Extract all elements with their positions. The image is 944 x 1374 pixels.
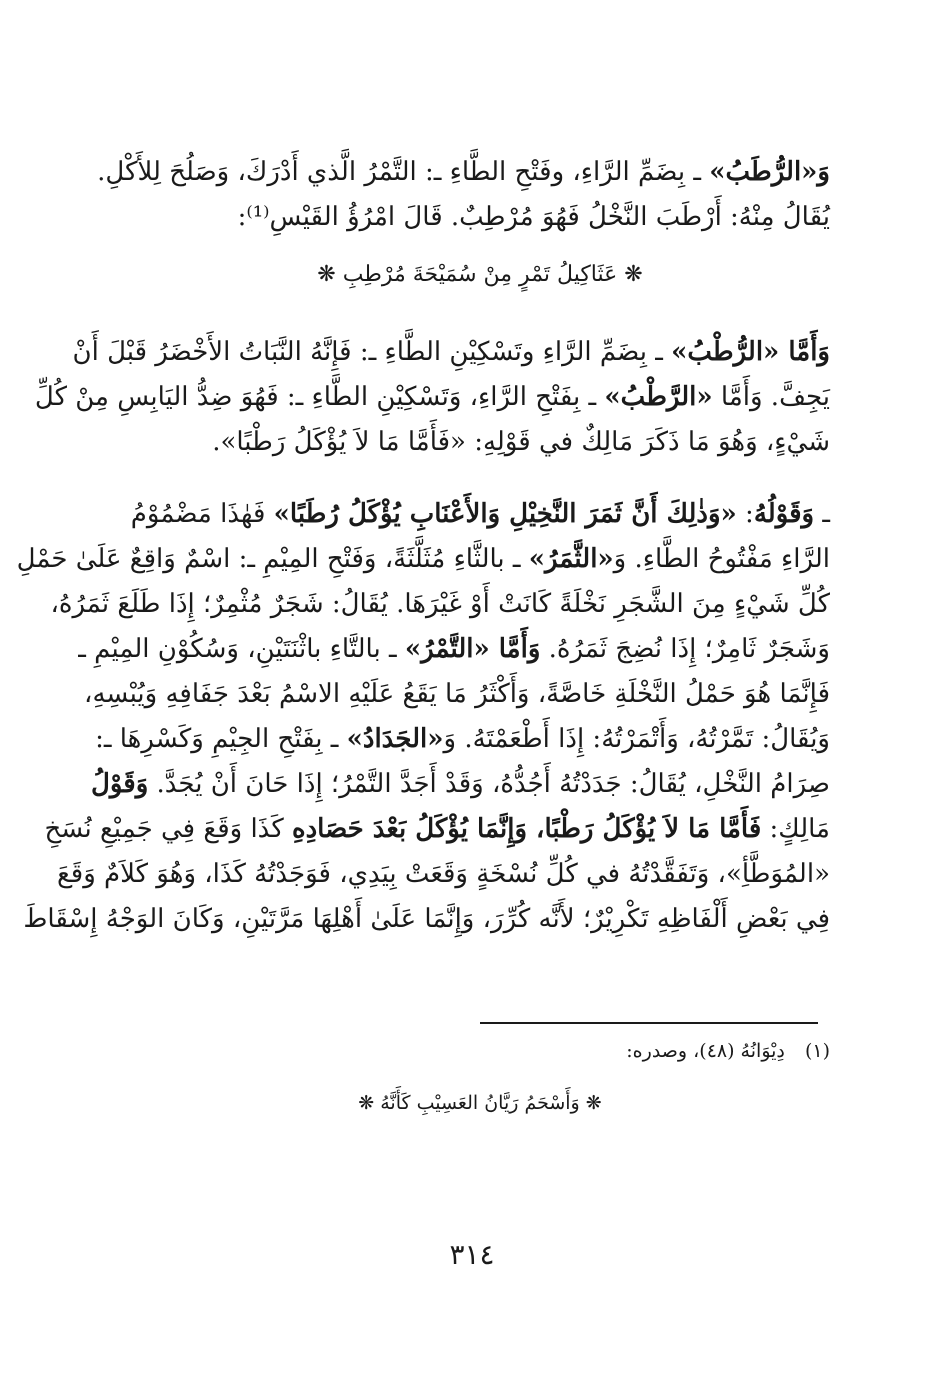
term-ruTb: وَأَمَّا «الرُّطْبُ»	[671, 337, 830, 367]
term-qawluhu: وَقَوْلُهُ	[753, 499, 815, 529]
line-text: ـ بِضَمِّ الرَّاءِ، وفَتْحِ الطَّاءِ ـ: التَّمْرُ الَّذي أَدْرَكَ، وَصَلُحَ لِلأَكْلِ.	[97, 157, 710, 187]
text-line	[95, 717, 830, 762]
text-line	[90, 762, 830, 807]
page-number: ٣١٤	[449, 1238, 495, 1271]
line-text: كَذَا وَقَعَ فِي جَمِيْعِ نُسَخِ	[44, 814, 292, 844]
line-text: ـ بِفَتْحِ الرَّاءِ، وَتَسْكِيْنِ الطَّاءِ ـ: فَهُوَ ضِدُّ اليَابِسِ مِنْ كُلِّ	[34, 382, 605, 412]
poetry-verse: ❋ عَثَاكِيلُ تَمْرٍ مِنْ سُمَيْحَةَ مُرْطِبِ ❋	[317, 262, 643, 287]
text-line	[34, 375, 830, 420]
quote-hadith: «وَذٰلِكَ أَنَّ ثَمَرَ النَّخِيْلِ وَالأَعْنَابِ يُؤْكَلُ رُطَبًا»	[273, 499, 737, 529]
line-text: ـ بالتَّاءِ باثْنَتَيْنِ، وَسُكُوْنِ المِيْمِ ـ	[78, 634, 405, 664]
footnote-number: (١)	[804, 1040, 830, 1062]
footnote-text: دِيْوَانُهُ (٤٨)، وصدره:	[626, 1040, 785, 1062]
footnote-divider	[480, 1022, 818, 1024]
text-line: كُلِّ شَيْءٍ مِنَ الشَّجَرِ نَخْلَةً كَانَتْ أَوْ غَيْرَهَا. يُقَالُ: شَجَرٌ مُثْمِرٌ؛ إِذَا طَلَعَ ثَمَرُهُ،	[50, 589, 830, 619]
line-text: وَيُقَالُ: تَمَّرْتُهُ، وَأَتْمَرْتُهُ: إِذَا أَطْعَمْتَهُ. وَ	[443, 724, 830, 754]
paragraph-thamar	[16, 492, 830, 942]
term-wa-qawl: وَقَوْلُ	[90, 769, 149, 799]
paragraph-ruTb	[34, 330, 830, 465]
text-line	[16, 537, 830, 582]
text-line: يُقَالُ مِنْهُ: أَرْطَبَ النَّخْلُ فَهُوَ مُرْطِبٌ. قَالَ امْرُؤُ القَيْسِ⁽¹⁾:	[237, 202, 830, 232]
text-line	[78, 627, 830, 672]
text-line: فِي بَعْضِ أَلْفَاظِهِ تَكْرِيْرٌ؛ لأَنَّه كُرِّرَ، وَإِنَّمَا عَلَىٰ أَهْلِهَا مَرَّتَيْنِ، وَكَانَ الوَجْهُ إِسْقَاطَ	[23, 904, 830, 934]
footnote-verse: ❋ وَأَسْحَمُ رَيَّانُ العَسِيْبِ كَأَنَّهُ ❋	[358, 1092, 602, 1114]
line-text: يَجِفَّ. وَأَمَّا	[712, 382, 830, 412]
text-line: شَيْءٍ، وَهُوَ مَا ذَكَرَ مَالِكٌ في قَوْلِهِ: «فَأَمَّا مَا لاَ يُؤْكَلُ رَطْبًا».	[212, 427, 830, 457]
line-text: صِرَامُ النَّخْلِ، يُقَالُ: جَدَدْتُهُ أَجُدُّهُ، وَقَدْ أَجَدَّ التَّمْرُ؛ إِذَا حَانَ أَنْ يُجَدَّ.	[148, 769, 830, 799]
line-text: ـ بِفَتْحِ الجِيْمِ وَكَسْرِهَا ـ:	[95, 724, 347, 754]
line-text: فَهٰذَا مَضْمُوْمُ	[130, 499, 274, 529]
line-text: ـ	[814, 499, 830, 529]
paragraph-rutab	[97, 150, 830, 240]
footnote	[130, 1040, 830, 1062]
text-line	[97, 150, 830, 195]
text-line	[44, 807, 830, 852]
line-text: وَشَجَرٌ ثَامِرٌ؛ إِذَا نُضِجَ ثَمَرُهُ.	[540, 634, 830, 664]
term-rutab: وَ«الرُّطَبُ»	[709, 157, 830, 187]
line-text: ـ بِضَمِّ الرَّاءِ وتَسْكِيْنِ الطَّاءِ ـ: فَإِنَّهُ النَّبَاتُ الأَخْضَرُ قَبْلَ أَنْ	[72, 337, 672, 367]
line-text: ـ بالثَّاءِ مُثَلَّثَةً، وَفَتْحِ المِيْمِ ـ: اسْمٌ وَاقِعٌ عَلَىٰ حَمْلِ	[16, 544, 529, 574]
line-text: :	[736, 499, 754, 529]
line-text: الرَّاءِ مَفْتُوحُ الطَّاءِ. وَ	[613, 544, 830, 574]
text-line: فَإِنَّمَا هُوَ حَمْلُ النَّخْلَةِ خَاصَّةً، وَأَكْثَرُ مَا يَقَعُ عَلَيْهِ الاسْمُ بَعْدَ جَفَافِهِ وَيُبْسِهِ،	[84, 679, 830, 709]
quote-malik: فَأَمَّا مَا لاَ يُؤْكَلُ رَطْبًا، وَإِنَّمَا يُؤْكَلُ بَعْدَ حَصَادِهِ	[291, 814, 762, 844]
text-line	[130, 492, 830, 537]
term-raTb: «الرَّطْبُ»	[604, 382, 713, 412]
text-line: «المُوَطَّأِ»، وَتَفَقَّدْتُهُ في كُلِّ نُسْخَةٍ وَقَعَتْ بِيَدِي، فَوَجَدْتُهُ كَذَا، وَهُوَ كَلاَمٌ وَقَعَ	[56, 859, 830, 889]
term-tamr: وَأَمَّا «التَّمْرُ»	[404, 634, 541, 664]
term-jadad: «الجَدَادُ»	[346, 724, 444, 754]
term-thamar: «الثَّمَرُ»	[528, 544, 614, 574]
text-line	[72, 330, 830, 375]
line-text: مَالِكٍ:	[761, 814, 830, 844]
